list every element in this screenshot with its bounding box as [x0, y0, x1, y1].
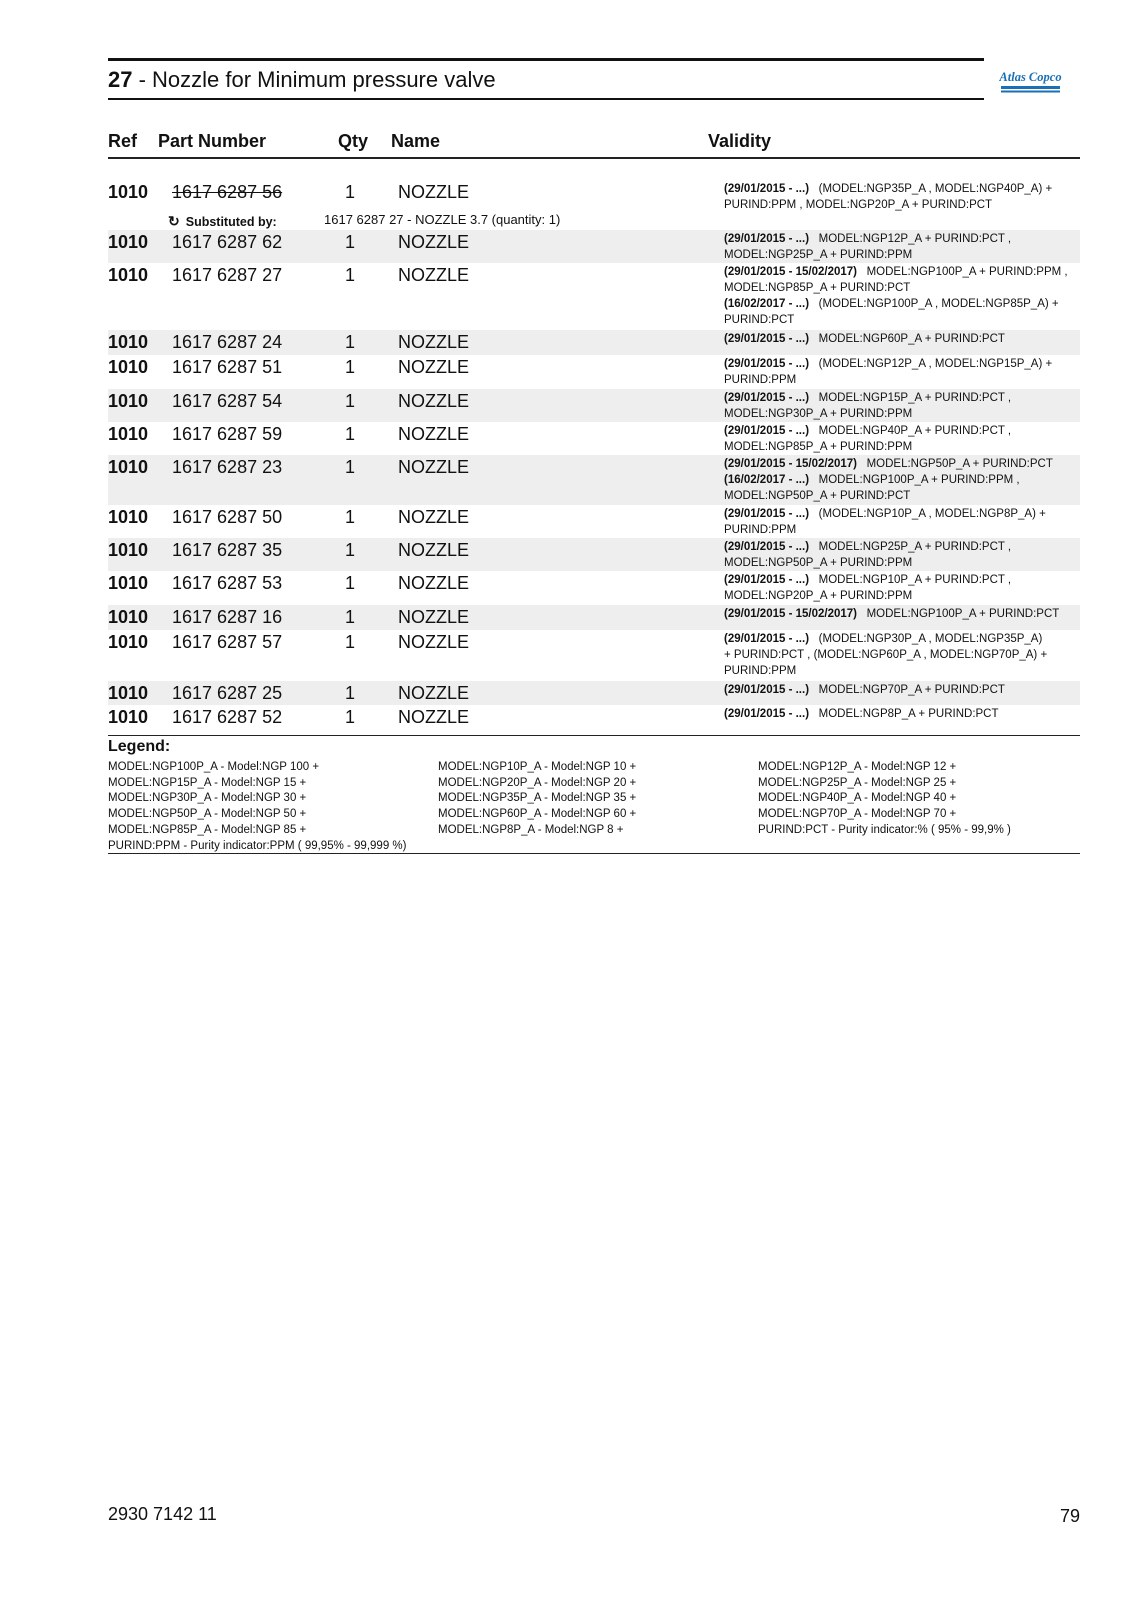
validity-models: (MODEL:NGP10P_A , MODEL:NGP8P_A) +: [809, 508, 1046, 520]
validity-models: MODEL:NGP15P_A + PURIND:PCT ,: [809, 392, 1012, 404]
ref-cell: 1010: [108, 540, 149, 560]
validity-cell: [724, 539, 1074, 571]
col-name: Name: [391, 131, 441, 151]
part-number-cell: 1617 6287 52: [172, 707, 283, 727]
validity-models: PURIND:PPM , MODEL:NGP20P_A + PURIND:PCT: [724, 199, 993, 211]
validity-cell: [724, 181, 1074, 213]
table-row: [108, 263, 1080, 330]
validity-date-range: (29/01/2015 - ...): [724, 633, 810, 645]
validity-models: PURIND:PPM: [724, 524, 797, 536]
validity-models: (MODEL:NGP100P_A , MODEL:NGP85P_A) +: [809, 298, 1059, 310]
part-number-cell: 1617 6287 50: [172, 507, 283, 527]
validity-date-range: (29/01/2015 - ...): [724, 541, 810, 553]
qty-cell: 1: [345, 232, 356, 252]
part-number-cell: 1617 6287 59: [172, 424, 283, 444]
validity-models: MODEL:NGP30P_A + PURIND:PPM: [724, 408, 913, 420]
validity-line: [724, 456, 1074, 472]
header-rule: [108, 157, 1080, 159]
name-cell: NOZZLE: [398, 391, 470, 411]
part-number-cell: 1617 6287 25: [172, 683, 283, 703]
validity-cell: [724, 356, 1074, 388]
part-number-cell: 1617 6287 35: [172, 540, 283, 560]
validity-cell: [724, 423, 1074, 455]
validity-models: (MODEL:NGP30P_A , MODEL:NGP35P_A): [809, 633, 1043, 645]
name-cell: NOZZLE: [398, 507, 470, 527]
table-row: [108, 230, 1080, 263]
validity-line: [724, 331, 1074, 347]
validity-date-range: (29/01/2015 - 15/02/2017): [724, 608, 857, 620]
validity-line: [724, 356, 1074, 372]
part-number-cell: 1617 6287 54: [172, 391, 283, 411]
validity-cell: [724, 390, 1074, 422]
validity-date-range: (16/02/2017 - ...): [724, 474, 810, 486]
legend-item: PURIND:PPM - Purity indicator:PPM ( 99,95% - 99,999 %): [108, 839, 407, 852]
validity-date-range: (29/01/2015 - ...): [724, 574, 810, 586]
legend-col-3: [758, 760, 1011, 839]
table-row: [108, 355, 1080, 389]
name-cell: NOZZLE: [398, 607, 470, 627]
validity-models: PURIND:PPM: [724, 665, 797, 677]
legend-item: MODEL:NGP15P_A - Model:NGP 15 +: [108, 776, 307, 789]
ref-cell: 1010: [108, 332, 149, 352]
validity-models: PURIND:PPM: [724, 374, 797, 386]
validity-date-range: (29/01/2015 - ...): [724, 508, 810, 520]
part-number-cell: 1617 6287 24: [172, 332, 283, 352]
ref-cell: 1010: [108, 265, 149, 285]
qty-cell: 1: [345, 607, 356, 627]
validity-cell: [724, 706, 1074, 722]
ref-cell: 1010: [108, 391, 149, 411]
validity-line: [724, 631, 1074, 647]
legend-title: Legend:: [108, 738, 171, 755]
legend-item: PURIND:PCT - Purity indicator:% ( 95% - 99,9% ): [758, 823, 1011, 836]
table-row: [108, 538, 1080, 571]
validity-cell: [724, 231, 1074, 263]
validity-date-range: (16/02/2017 - ...): [724, 298, 810, 310]
table-row: [108, 605, 1080, 630]
col-ref: Ref: [108, 131, 138, 151]
validity-line: [724, 312, 1074, 328]
validity-cell: [724, 682, 1074, 698]
validity-line: [724, 280, 1074, 296]
section-title: - Nozzle for Minimum pressure valve: [132, 67, 496, 92]
validity-models: MODEL:NGP60P_A + PURIND:PCT: [809, 333, 1005, 345]
part-number-cell: 1617 6287 51: [172, 357, 283, 377]
validity-models: MODEL:NGP70P_A + PURIND:PCT: [809, 684, 1005, 696]
legend-item: MODEL:NGP35P_A - Model:NGP 35 +: [438, 792, 637, 805]
validity-line: [724, 247, 1074, 263]
qty-cell: 1: [345, 632, 356, 652]
name-cell: NOZZLE: [398, 683, 470, 703]
qty-cell: 1: [345, 707, 356, 727]
qty-cell: 1: [345, 540, 356, 560]
part-number-cell: 1617 6287 53: [172, 573, 283, 593]
name-cell: NOZZLE: [398, 265, 470, 285]
validity-models: MODEL:NGP100P_A + PURIND:PPM ,: [809, 474, 1020, 486]
table-row: [108, 455, 1080, 505]
qty-cell: 1: [345, 332, 356, 352]
validity-cell: [724, 264, 1074, 328]
validity-models: (MODEL:NGP35P_A , MODEL:NGP40P_A) +: [809, 183, 1053, 195]
page-header: [108, 58, 984, 100]
page-number: 79: [1059, 1506, 1080, 1526]
legend-item: MODEL:NGP50P_A - Model:NGP 50 +: [108, 808, 307, 821]
part-number-cell: 1617 6287 27: [172, 265, 283, 285]
legend-item: MODEL:NGP10P_A - Model:NGP 10 +: [438, 761, 637, 773]
ref-cell: 1010: [108, 683, 149, 703]
ref-cell: 1010: [108, 607, 149, 627]
name-cell: NOZZLE: [398, 632, 470, 652]
validity-line: [724, 506, 1074, 522]
name-cell: NOZZLE: [398, 457, 470, 477]
part-number-cell: 1617 6287 57: [172, 632, 283, 652]
validity-models: MODEL:NGP20P_A + PURIND:PPM: [724, 590, 913, 602]
ref-cell: 1010: [108, 457, 149, 477]
atlas-copco-logo: [999, 62, 1062, 94]
validity-date-range: (29/01/2015 - ...): [724, 233, 810, 245]
validity-line: [724, 296, 1074, 312]
validity-line: [724, 488, 1074, 504]
validity-cell: [724, 631, 1074, 679]
document-number: 2930 7142 11: [108, 1504, 217, 1524]
table-row: [108, 630, 1080, 681]
validity-models: + PURIND:PCT , (MODEL:NGP60P_A , MODEL:NGP70P_A) +: [724, 649, 1048, 661]
validity-models: MODEL:NGP100P_A + PURIND:PPM ,: [857, 266, 1068, 278]
legend-item: MODEL:NGP12P_A - Model:NGP 12 +: [758, 761, 957, 773]
ref-cell: 1010: [108, 232, 149, 252]
ref-cell: 1010: [108, 424, 149, 444]
validity-date-range: (29/01/2015 - ...): [724, 708, 810, 720]
logo-text: Atlas Copco: [999, 70, 1062, 84]
legend-item: MODEL:NGP30P_A - Model:NGP 30 +: [108, 792, 307, 805]
qty-cell: 1: [345, 424, 356, 444]
col-part-number: Part Number: [158, 131, 267, 151]
validity-cell: [724, 331, 1074, 347]
legend-col-1: [108, 760, 406, 854]
substituted-by-value: 1617 6287 27 - NOZZLE 3.7 (quantity: 1): [324, 212, 561, 227]
table-row: [108, 571, 1080, 605]
qty-cell: 1: [345, 457, 356, 477]
validity-line: [724, 439, 1074, 455]
validity-models: MODEL:NGP40P_A + PURIND:PCT ,: [809, 425, 1012, 437]
validity-line: [724, 197, 1074, 213]
legend-item: MODEL:NGP85P_A - Model:NGP 85 +: [108, 823, 307, 836]
validity-line: [724, 264, 1074, 280]
legend-end-rule: [108, 853, 1080, 854]
table-end-rule: [108, 735, 1080, 736]
validity-date-range: (29/01/2015 - 15/02/2017): [724, 458, 857, 470]
validity-date-range: (29/01/2015 - ...): [724, 425, 810, 437]
validity-line: [724, 472, 1074, 488]
validity-models: MODEL:NGP100P_A + PURIND:PCT: [857, 608, 1060, 620]
part-number-cell: 1617 6287 23: [172, 457, 283, 477]
validity-models: MODEL:NGP50P_A + PURIND:PCT: [724, 490, 911, 502]
substitution-icon: ↻: [168, 213, 180, 229]
table-row: [108, 505, 1080, 538]
validity-models: MODEL:NGP85P_A + PURIND:PCT: [724, 282, 911, 294]
validity-line: [724, 406, 1074, 422]
validity-models: (MODEL:NGP12P_A , MODEL:NGP15P_A) +: [809, 358, 1053, 370]
legend-item: MODEL:NGP60P_A - Model:NGP 60 +: [438, 808, 637, 821]
ref-cell: 1010: [108, 182, 149, 202]
validity-models: MODEL:NGP25P_A + PURIND:PCT ,: [809, 541, 1012, 553]
validity-line: [724, 682, 1074, 698]
ref-cell: 1010: [108, 632, 149, 652]
qty-cell: 1: [345, 391, 356, 411]
validity-line: [724, 372, 1074, 388]
part-number-cell: 1617 6287 62: [172, 232, 283, 252]
ref-cell: 1010: [108, 357, 149, 377]
ref-cell: 1010: [108, 573, 149, 593]
table-row: [108, 705, 1080, 731]
validity-line: [724, 390, 1074, 406]
table-row: [108, 681, 1080, 705]
validity-date-range: (29/01/2015 - ...): [724, 183, 810, 195]
validity-line: [724, 588, 1074, 604]
validity-line: [724, 423, 1074, 439]
col-qty: Qty: [338, 131, 369, 151]
validity-models: MODEL:NGP10P_A + PURIND:PCT ,: [809, 574, 1012, 586]
validity-cell: [724, 572, 1074, 604]
legend-item: MODEL:NGP100P_A - Model:NGP 100 +: [108, 761, 320, 773]
table-row: [108, 389, 1080, 422]
validity-line: [724, 663, 1074, 679]
legend-item: MODEL:NGP8P_A - Model:NGP 8 +: [438, 823, 624, 836]
name-cell: NOZZLE: [398, 232, 470, 252]
validity-date-range: (29/01/2015 - ...): [724, 333, 810, 345]
validity-models: MODEL:NGP25P_A + PURIND:PPM: [724, 249, 913, 261]
section-number: 27: [108, 67, 133, 92]
validity-line: [724, 522, 1074, 538]
ref-cell: 1010: [108, 507, 149, 527]
validity-line: [724, 555, 1074, 571]
validity-line: [724, 181, 1074, 197]
validity-date-range: (29/01/2015 - ...): [724, 392, 810, 404]
legend-col-2: [438, 760, 636, 839]
name-cell: NOZZLE: [398, 707, 470, 727]
validity-models: MODEL:NGP85P_A + PURIND:PPM: [724, 441, 913, 453]
qty-cell: 1: [345, 182, 356, 202]
validity-models: MODEL:NGP12P_A + PURIND:PCT ,: [809, 233, 1012, 245]
qty-cell: 1: [345, 357, 356, 377]
qty-cell: 1: [345, 265, 356, 285]
qty-cell: 1: [345, 507, 356, 527]
name-cell: NOZZLE: [398, 573, 470, 593]
name-cell: NOZZLE: [398, 424, 470, 444]
part-number-cell: 1617 6287 56: [172, 182, 283, 202]
validity-line: [724, 539, 1074, 555]
validity-cell: [724, 506, 1074, 538]
validity-models: MODEL:NGP50P_A + PURIND:PPM: [724, 557, 913, 569]
name-cell: NOZZLE: [398, 332, 470, 352]
table-row: [108, 180, 1080, 211]
validity-line: [724, 572, 1074, 588]
legend-item: MODEL:NGP20P_A - Model:NGP 20 +: [438, 776, 637, 789]
col-validity: Validity: [708, 131, 772, 151]
name-cell: NOZZLE: [398, 357, 470, 377]
table-row: [108, 422, 1080, 455]
validity-cell: [724, 606, 1074, 622]
validity-date-range: (29/01/2015 - ...): [724, 684, 810, 696]
validity-line: [724, 706, 1074, 722]
qty-cell: 1: [345, 573, 356, 593]
validity-line: [724, 231, 1074, 247]
legend-item: MODEL:NGP25P_A - Model:NGP 25 +: [758, 776, 957, 789]
validity-line: [724, 606, 1074, 622]
name-cell: NOZZLE: [398, 540, 470, 560]
substituted-by-label: ↻ Substituted by:: [168, 213, 277, 229]
ref-cell: 1010: [108, 707, 149, 727]
validity-models: MODEL:NGP8P_A + PURIND:PCT: [809, 708, 999, 720]
qty-cell: 1: [345, 683, 356, 703]
legend-item: MODEL:NGP40P_A - Model:NGP 40 +: [758, 792, 957, 805]
table-row: [108, 330, 1080, 355]
validity-cell: [724, 456, 1074, 504]
part-number-cell: 1617 6287 16: [172, 607, 283, 627]
page-title: [108, 67, 496, 93]
validity-models: MODEL:NGP50P_A + PURIND:PCT: [857, 458, 1053, 470]
name-cell: NOZZLE: [398, 182, 470, 202]
validity-date-range: (29/01/2015 - 15/02/2017): [724, 266, 857, 278]
validity-date-range: (29/01/2015 - ...): [724, 358, 810, 370]
validity-line: [724, 647, 1074, 663]
validity-models: PURIND:PCT: [724, 314, 795, 326]
legend-item: MODEL:NGP70P_A - Model:NGP 70 +: [758, 808, 957, 821]
